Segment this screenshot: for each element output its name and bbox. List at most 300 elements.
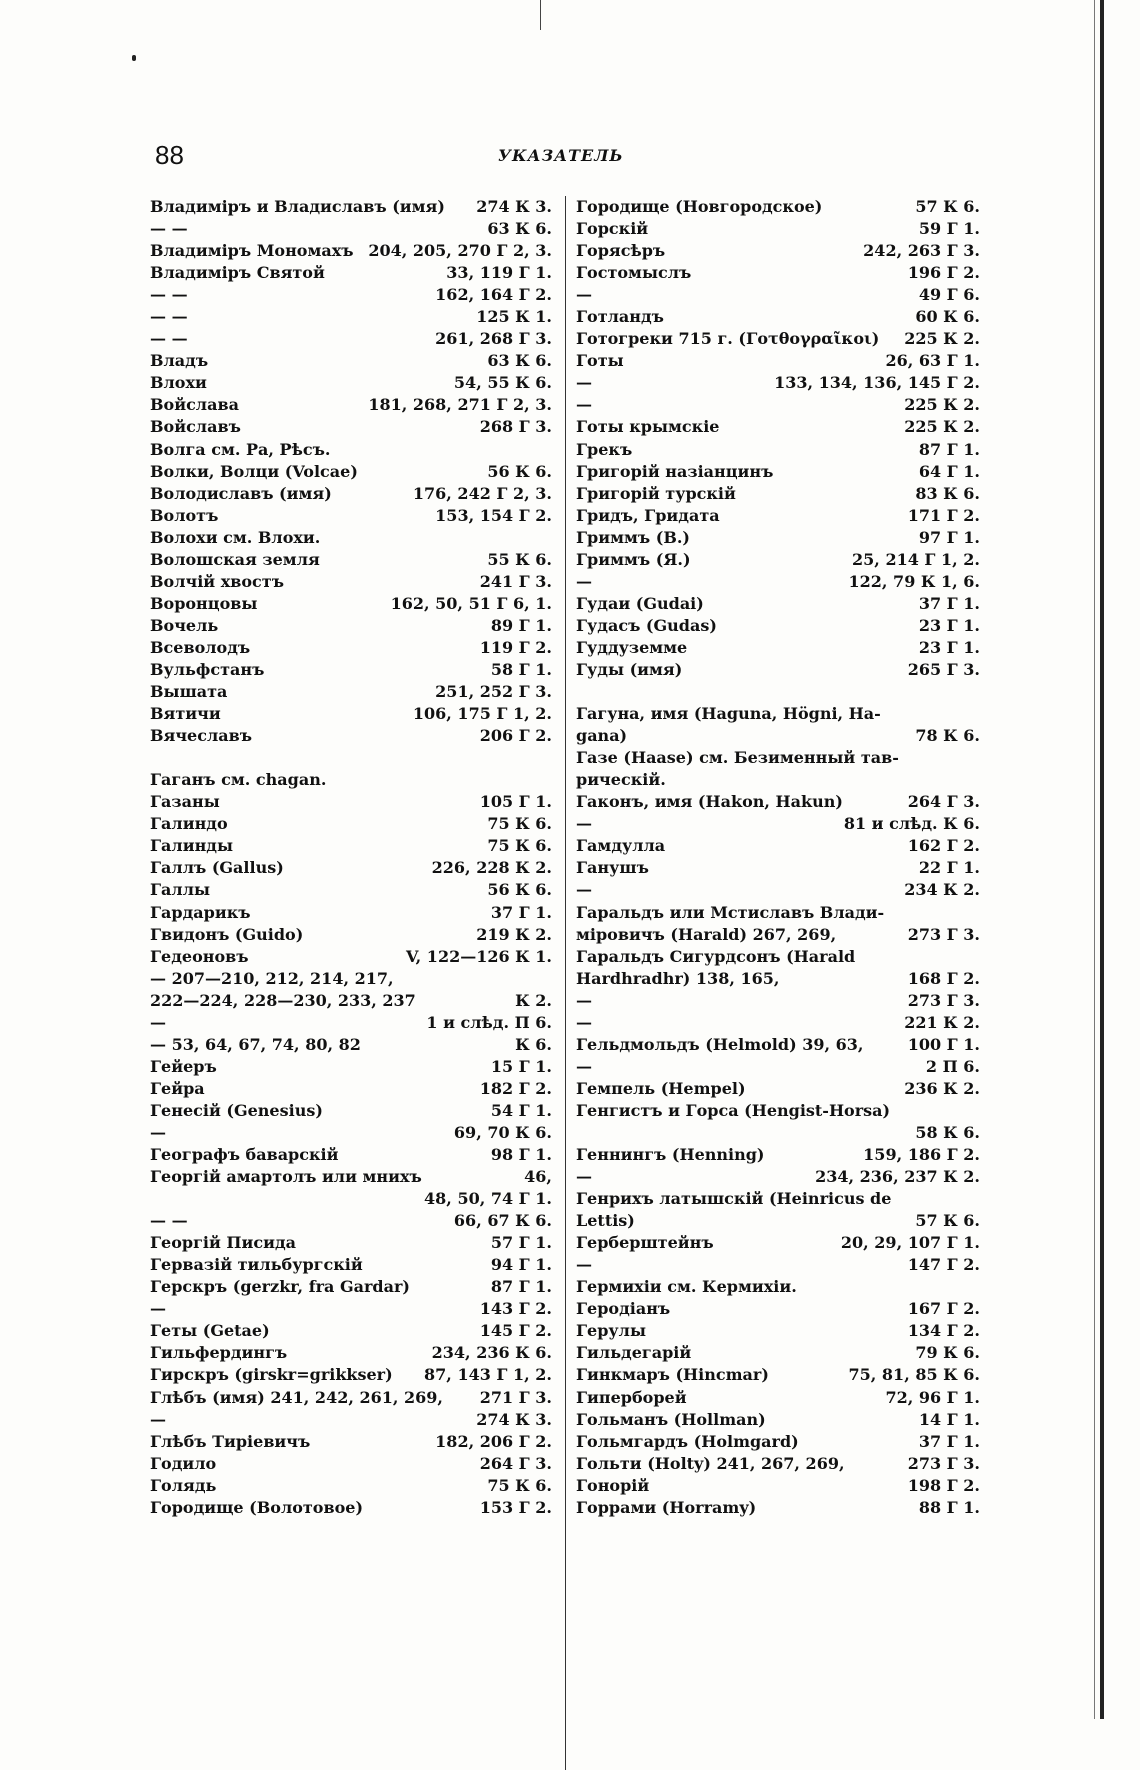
- entry-term: Волки, Волци (Volcae): [150, 461, 358, 481]
- entry-reference: 55 К 6.: [487, 549, 552, 569]
- index-entry: [576, 416, 980, 438]
- index-entry: [576, 262, 980, 284]
- entry-term: Географъ баварскій: [150, 1145, 339, 1165]
- index-entry: [150, 527, 552, 549]
- entry-term: Гедеоновъ: [150, 946, 249, 966]
- entry-term: Герберштейнъ: [576, 1233, 714, 1253]
- index-entry: [576, 902, 980, 924]
- index-entry: [150, 1188, 552, 1210]
- entry-reference: 225 К 2.: [904, 329, 980, 349]
- entry-reference: 236 К 2.: [904, 1078, 980, 1098]
- entry-reference: 79 К 6.: [915, 1343, 980, 1363]
- entry-term: —: [576, 571, 592, 591]
- entry-reference: 57 К 6.: [915, 197, 980, 216]
- entry-term: — —: [150, 307, 188, 327]
- index-entry: [150, 1232, 552, 1254]
- entry-reference: 162, 164 Г 2.: [435, 285, 552, 305]
- entry-reference: 171 Г 2.: [907, 505, 980, 525]
- entry-term: —: [576, 1012, 592, 1032]
- index-entry: [150, 1364, 552, 1386]
- entry-term: Вятичи: [150, 704, 221, 724]
- entry-term: Генесій (Genesius): [150, 1100, 323, 1120]
- entry-reference: 274 К 3.: [476, 197, 552, 216]
- entry-term: Гирскръ (girskr=grikkser): [150, 1365, 393, 1385]
- entry-reference: 242, 263 Г 3.: [863, 241, 980, 261]
- index-entry: [150, 416, 552, 438]
- entry-term: Генгистъ и Горса (Hengist-Horsa): [576, 1100, 891, 1120]
- entry-reference: 206 Г 2.: [479, 726, 552, 746]
- entry-reference: 66, 67 К 6.: [453, 1211, 552, 1231]
- entry-term: Гамдулла: [576, 836, 666, 856]
- entry-reference: 37 Г 1.: [918, 1431, 980, 1451]
- entry-reference: 81 и слѣд. К 6.: [843, 814, 980, 834]
- index-entry: [150, 1431, 552, 1453]
- entry-reference: 125 К 1.: [476, 307, 552, 327]
- entry-reference: 271 Г 3.: [479, 1387, 552, 1407]
- entry-reference: 162 Г 2.: [907, 836, 980, 856]
- entry-term: Галлы: [150, 880, 211, 900]
- entry-reference: 78 К 6.: [915, 726, 980, 746]
- index-entry: [576, 1122, 980, 1144]
- index-entry: [576, 813, 980, 835]
- index-entry: [576, 1431, 980, 1453]
- entry-term: Газе (Haase) см. Безименный тав-: [576, 748, 899, 768]
- index-entry: [576, 1320, 980, 1342]
- index-entry: [576, 637, 980, 659]
- entry-reference: 221 К 2.: [904, 1012, 980, 1032]
- entry-term: Гриммъ (Я.): [576, 549, 691, 569]
- index-entry: [576, 240, 980, 262]
- entry-reference: 23 Г 1.: [918, 615, 980, 635]
- entry-term: Ганушъ: [576, 858, 649, 878]
- entry-reference: 75, 81, 85 К 6.: [848, 1365, 980, 1385]
- entry-term: Горрами (Horramy): [576, 1497, 757, 1517]
- entry-reference: 75 К 6.: [487, 1475, 552, 1495]
- entry-reference: 89 Г 1.: [490, 615, 552, 635]
- index-entry: [150, 1475, 552, 1497]
- entry-term: Гельдмольдъ (Helmold) 39, 63,: [576, 1034, 864, 1054]
- entry-term: Готы крымскіе: [576, 417, 720, 437]
- index-entry: [150, 439, 552, 461]
- entry-reference: 273 Г 3.: [907, 990, 980, 1010]
- index-entry: [150, 1078, 552, 1100]
- entry-reference: 273 Г 3.: [907, 1453, 980, 1473]
- index-column-left: [150, 196, 552, 1519]
- entry-reference: 2 П 6.: [925, 1056, 980, 1076]
- entry-term: Герскръ (gerzkr, fra Gardar): [150, 1277, 410, 1297]
- entry-reference: 167 Г 2.: [907, 1299, 980, 1319]
- entry-term: Волчій хвостъ: [150, 571, 284, 591]
- index-entry: [150, 549, 552, 571]
- entry-term: Гаральдъ или Мстиславъ Влади-: [576, 902, 885, 922]
- entry-term: Гиперборей: [576, 1387, 687, 1407]
- entry-term: Гейра: [150, 1078, 205, 1098]
- entry-reference: 57 Г 1.: [490, 1233, 552, 1253]
- entry-term: Гольти (Holty) 241, 267, 269,: [576, 1453, 845, 1473]
- entry-term: —: [576, 990, 592, 1010]
- entry-term: — 207—210, 212, 214, 217,: [150, 968, 394, 988]
- entry-term: Горскій: [576, 219, 649, 239]
- entry-reference: 134 Г 2.: [907, 1321, 980, 1341]
- page-title: УКАЗАТЕЛЬ: [498, 146, 624, 165]
- entry-reference: 133, 134, 136, 145 Г 2.: [774, 373, 980, 393]
- entry-reference: 147 Г 2.: [907, 1255, 980, 1275]
- page-edge-line: [1094, 0, 1095, 1719]
- entry-reference: 168 Г 2.: [907, 968, 980, 988]
- entry-term: Глѣбъ Тиріевичъ: [150, 1431, 311, 1451]
- entry-term: Вышата: [150, 682, 228, 702]
- entry-reference: 204, 205, 270 Г 2, 3.: [368, 241, 552, 261]
- entry-term: Геты (Getae): [150, 1321, 270, 1341]
- entry-reference: 162, 50, 51 Г 6, 1.: [390, 593, 552, 613]
- index-column-right: [576, 196, 980, 1519]
- entry-term: —: [576, 1167, 592, 1187]
- entry-term: Готландъ: [576, 307, 664, 327]
- entry-term: Вячеславъ: [150, 726, 253, 746]
- index-entry: [576, 1166, 980, 1188]
- index-entry: [150, 703, 552, 725]
- entry-reference: 63 К 6.: [487, 219, 552, 239]
- entry-term: Гуды (имя): [576, 659, 683, 679]
- entry-reference: 122, 79 К 1, 6.: [848, 571, 980, 591]
- entry-reference: 264 Г 3.: [479, 1453, 552, 1473]
- entry-reference: 37 Г 1.: [490, 902, 552, 922]
- entry-reference: 37 Г 1.: [918, 593, 980, 613]
- index-entry: [150, 593, 552, 615]
- entry-term: Вочель: [150, 615, 219, 635]
- entry-term: Гриммъ (В.): [576, 527, 690, 547]
- index-entry: [150, 615, 552, 637]
- index-entry: [576, 306, 980, 328]
- entry-reference: 225 К 2.: [904, 417, 980, 437]
- index-entry: [576, 1475, 980, 1497]
- entry-reference: 119 Г 2.: [479, 637, 552, 657]
- index-entry: [150, 924, 552, 946]
- index-entry: [576, 218, 980, 240]
- index-entry: [150, 1254, 552, 1276]
- index-entry: [150, 350, 552, 372]
- index-entry: [150, 284, 552, 306]
- entry-reference: 94 Г 1.: [490, 1255, 552, 1275]
- entry-reference: 234, 236, 237 К 2.: [815, 1167, 980, 1187]
- entry-term: — —: [150, 285, 188, 305]
- entry-term: Герулы: [576, 1321, 646, 1341]
- entry-reference: 198 Г 2.: [907, 1475, 980, 1495]
- index-entry: [576, 769, 980, 791]
- entry-term: Hardhradhr) 138, 165,: [576, 968, 780, 988]
- entry-reference: 225 К 2.: [904, 395, 980, 415]
- entry-reference: 153 Г 2.: [479, 1497, 552, 1517]
- index-entry: [576, 527, 980, 549]
- entry-term: Гервазій тильбургскій: [150, 1255, 363, 1275]
- index-entry: [576, 835, 980, 857]
- entry-term: Гильдегарій: [576, 1343, 692, 1363]
- entry-term: Волотъ: [150, 505, 219, 525]
- entry-term: Глѣбъ (имя) 241, 242, 261, 269,: [150, 1387, 443, 1407]
- entry-term: Георгій Писида: [150, 1233, 297, 1253]
- entry-term: Гуддуземме: [576, 637, 688, 657]
- entry-reference: 176, 242 Г 2, 3.: [412, 483, 552, 503]
- entry-term: Григорій назіанцинъ: [576, 461, 774, 481]
- entry-term: Городище (Новгородское): [576, 197, 823, 216]
- entry-reference: 97 Г 1.: [918, 527, 980, 547]
- index-entry: [576, 615, 980, 637]
- entry-term: Геннингъ (Henning): [576, 1145, 765, 1165]
- entry-reference: 15 Г 1.: [490, 1056, 552, 1076]
- entry-term: Гаральдъ Сигурдсонъ (Harald: [576, 946, 856, 966]
- entry-term: Владиміръ Святой: [150, 263, 325, 283]
- entry-term: Гильфердингъ: [150, 1343, 288, 1363]
- index-entry: [576, 857, 980, 879]
- index-entry: [576, 1056, 980, 1078]
- index-entry: [576, 1034, 980, 1056]
- entry-term: Готы: [576, 351, 624, 371]
- index-entry: [150, 1144, 552, 1166]
- entry-reference: 75 К 6.: [487, 814, 552, 834]
- entry-reference: 87 Г 1.: [918, 439, 980, 459]
- entry-reference: 181, 268, 271 Г 2, 3.: [368, 395, 552, 415]
- entry-reference: 49 Г 6.: [918, 285, 980, 305]
- entry-reference: 100 Г 1.: [907, 1034, 980, 1054]
- entry-reference: 145 Г 2.: [479, 1321, 552, 1341]
- index-entry: [150, 1122, 552, 1144]
- index-entry: [150, 483, 552, 505]
- index-entry: [150, 1497, 552, 1519]
- entry-reference: 75 К 6.: [487, 836, 552, 856]
- entry-reference: 56 К 6.: [487, 461, 552, 481]
- index-entry: [576, 461, 980, 483]
- entry-term: Всеволодъ: [150, 637, 251, 657]
- index-entry: [576, 1144, 980, 1166]
- entry-reference: 46,: [524, 1167, 552, 1187]
- index-entry: [576, 571, 980, 593]
- index-entry: [576, 879, 980, 901]
- entry-reference: 59 Г 1.: [918, 219, 980, 239]
- entry-reference: 153, 154 Г 2.: [435, 505, 552, 525]
- entry-term: Володиславъ (имя): [150, 483, 332, 503]
- entry-term: Городище (Волотовое): [150, 1497, 364, 1517]
- entry-term: — —: [150, 1211, 188, 1231]
- entry-term: Гардарикъ: [150, 902, 251, 922]
- index-entry: [150, 659, 552, 681]
- entry-reference: V, 122—126 К 1.: [406, 946, 552, 966]
- entry-reference: 196 Г 2.: [907, 263, 980, 283]
- entry-reference: 48, 50, 74 Г 1.: [424, 1189, 552, 1209]
- index-entry: [576, 1210, 980, 1232]
- index-entry: [150, 1320, 552, 1342]
- entry-term: Гагуна, имя (Haguna, Högni, Ha-: [576, 704, 881, 724]
- entry-term: Гаганъ см. chagan.: [150, 770, 327, 790]
- index-entry: [576, 1188, 980, 1210]
- index-entry: [150, 857, 552, 879]
- entry-reference: 265 Г 3.: [907, 659, 980, 679]
- entry-term: — —: [150, 329, 188, 349]
- entry-reference: 58 К 6.: [915, 1122, 980, 1142]
- index-entry: [150, 1056, 552, 1078]
- index-entry: [576, 1232, 980, 1254]
- ink-dot: [132, 55, 136, 61]
- entry-reference: 159, 186 Г 2.: [863, 1145, 980, 1165]
- entry-reference: 63 К 6.: [487, 351, 552, 371]
- entry-term: Галинды: [150, 836, 233, 856]
- entry-reference: 87, 143 Г 1, 2.: [424, 1365, 552, 1385]
- entry-term: Владиміръ и Владиславъ (имя): [150, 197, 445, 216]
- entry-reference: 105 Г 1.: [479, 792, 552, 812]
- index-entry: [576, 1100, 980, 1122]
- index-entry: [576, 284, 980, 306]
- index-entry: [576, 549, 980, 571]
- index-entry: [576, 1012, 980, 1034]
- entry-reference: 274 К 3.: [476, 1409, 552, 1429]
- entry-term: Гудасъ (Gudas): [576, 615, 717, 635]
- entry-reference: 69, 70 К 6.: [453, 1122, 552, 1142]
- index-entry: [576, 328, 980, 350]
- entry-reference: 54 Г 1.: [490, 1100, 552, 1120]
- entry-reference: К 2.: [515, 990, 552, 1010]
- entry-term: —: [150, 1012, 166, 1032]
- entry-term: —: [576, 1056, 592, 1076]
- entry-reference: 56 К 6.: [487, 880, 552, 900]
- entry-term: міровичъ (Harald) 267, 269,: [576, 924, 837, 944]
- index-entry: [576, 1409, 980, 1431]
- index-entry: [150, 505, 552, 527]
- top-margin-mark: [540, 0, 541, 30]
- entry-reference: 25, 214 Г 1, 2.: [852, 549, 980, 569]
- index-entry: [150, 791, 552, 813]
- entry-reference: 234 К 2.: [904, 880, 980, 900]
- entry-term: Галлъ (Gallus): [150, 858, 284, 878]
- index-entry: [150, 747, 552, 769]
- index-entry: [150, 328, 552, 350]
- entry-term: Влохи: [150, 373, 207, 393]
- index-entry: [150, 1342, 552, 1364]
- index-entry: [576, 1078, 980, 1100]
- entry-term: Гонорій: [576, 1475, 650, 1495]
- entry-term: Геродіанъ: [576, 1299, 671, 1319]
- index-entry: [576, 1387, 980, 1409]
- index-entry: [576, 505, 980, 527]
- index-entry: [150, 725, 552, 747]
- entry-reference: 83 К 6.: [915, 483, 980, 503]
- entry-term: —: [576, 395, 592, 415]
- index-entry: [576, 990, 980, 1012]
- index-entry: [150, 1409, 552, 1431]
- entry-term: Гинкмаръ (Hincmar): [576, 1365, 769, 1385]
- entry-term: Гольманъ (Hollman): [576, 1409, 766, 1429]
- index-entry: [576, 968, 980, 990]
- entry-reference: 14 Г 1.: [918, 1409, 980, 1429]
- index-entry: [150, 196, 552, 218]
- index-entry: [150, 1012, 552, 1034]
- entry-reference: 26, 63 Г 1.: [885, 351, 980, 371]
- entry-term: Грекъ: [576, 439, 633, 459]
- entry-reference: 57 К 6.: [915, 1211, 980, 1231]
- entry-reference: 54, 55 К 6.: [453, 373, 552, 393]
- entry-term: Войславъ: [150, 417, 241, 437]
- index-entry: [576, 725, 980, 747]
- index-entry: [576, 924, 980, 946]
- entry-term: —: [150, 1299, 166, 1319]
- index-entry: [576, 483, 980, 505]
- index-entry: [150, 902, 552, 924]
- index-entry: [576, 372, 980, 394]
- entry-term: Генрихъ латышскій (Heinricus de: [576, 1189, 892, 1209]
- entry-term: Голядь: [150, 1475, 217, 1495]
- index-entry: [150, 372, 552, 394]
- entry-reference: 261, 268 Г 3.: [435, 329, 552, 349]
- index-entry: [150, 1298, 552, 1320]
- entry-term: Григорій турскій: [576, 483, 736, 503]
- index-entry: [576, 350, 980, 372]
- entry-term: —: [576, 1255, 592, 1275]
- page-header: [0, 140, 1140, 180]
- index-entry: [576, 394, 980, 416]
- entry-term: Горясѣръ: [576, 241, 666, 261]
- entry-reference: 60 К 6.: [915, 307, 980, 327]
- index-entry: [576, 1342, 980, 1364]
- index-entry: [576, 681, 980, 703]
- entry-reference: 143 Г 2.: [479, 1299, 552, 1319]
- entry-term: Гемпель (Hempel): [576, 1078, 746, 1098]
- index-entry: [150, 1453, 552, 1475]
- entry-term: —: [150, 1409, 166, 1429]
- entry-term: Гейеръ: [150, 1056, 217, 1076]
- index-entry: [150, 218, 552, 240]
- index-entry: [576, 439, 980, 461]
- index-entry: [576, 593, 980, 615]
- entry-reference: 72, 96 Г 1.: [885, 1387, 980, 1407]
- index-entry: [150, 1276, 552, 1298]
- entry-term: Волошская земля: [150, 549, 320, 569]
- entry-reference: 182, 206 Г 2.: [435, 1431, 552, 1451]
- column-divider: [565, 196, 566, 1770]
- entry-term: Годило: [150, 1453, 217, 1473]
- entry-reference: 64 Г 1.: [918, 461, 980, 481]
- entry-term: Гостомыслъ: [576, 263, 692, 283]
- index-entry: [150, 262, 552, 284]
- entry-term: —: [576, 880, 592, 900]
- index-entry: [150, 968, 552, 990]
- index-entry: [150, 1100, 552, 1122]
- index-entry: [150, 835, 552, 857]
- index-entry: [150, 571, 552, 593]
- entry-term: — —: [150, 219, 188, 239]
- entry-term: 222—224, 228—230, 233, 237: [150, 990, 416, 1010]
- entry-reference: 1 и слѣд. П 6.: [426, 1012, 552, 1032]
- index-entry: [576, 703, 980, 725]
- page-edge-rule: [1100, 0, 1104, 1719]
- index-entry: [150, 681, 552, 703]
- entry-reference: 88 Г 1.: [918, 1497, 980, 1517]
- entry-reference: 268 Г 3.: [479, 417, 552, 437]
- entry-reference: 98 Г 1.: [490, 1145, 552, 1165]
- entry-reference: 23 Г 1.: [918, 637, 980, 657]
- index-entry: [576, 946, 980, 968]
- entry-term: —: [576, 373, 592, 393]
- entry-term: Георгій амартолъ или мнихъ: [150, 1167, 422, 1187]
- entry-reference: 87 Г 1.: [490, 1277, 552, 1297]
- index-entry: [576, 1364, 980, 1386]
- index-entry: [150, 240, 552, 262]
- entry-reference: 273 Г 3.: [907, 924, 980, 944]
- index-entry: [150, 990, 552, 1012]
- entry-term: рическій.: [576, 770, 666, 790]
- index-entry: [150, 637, 552, 659]
- index-entry: [150, 394, 552, 416]
- entry-reference: 219 К 2.: [476, 924, 552, 944]
- entry-term: Владиміръ Мономахъ: [150, 241, 354, 261]
- entry-reference: 264 Г 3.: [907, 792, 980, 812]
